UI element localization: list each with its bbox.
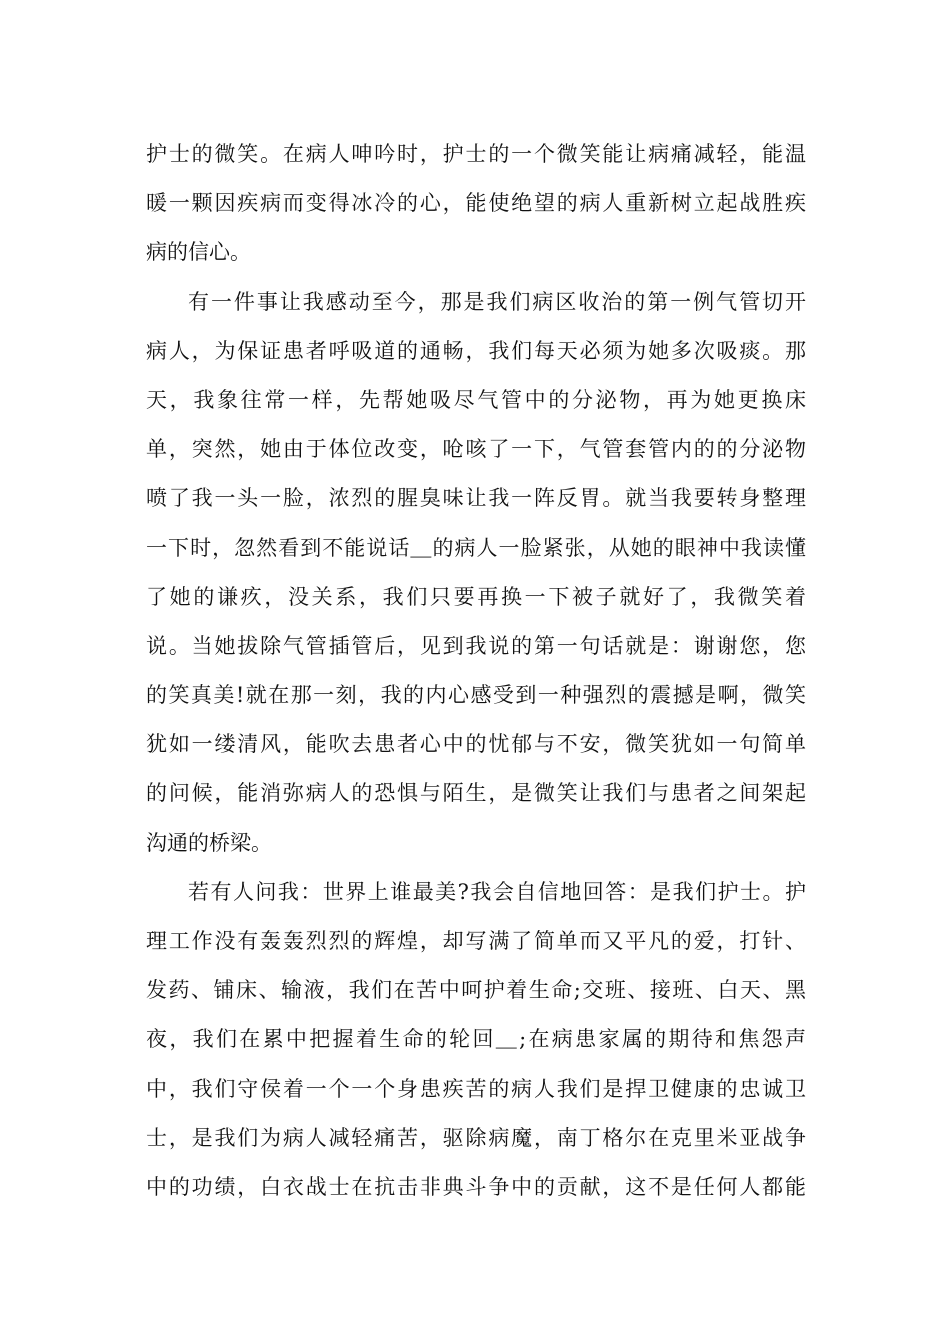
paragraph-line: 犹如一缕清风，能吹去患者心中的忧郁与不安，微笑犹如一句简单 — [146, 732, 806, 757]
paragraph-line: 理工作没有轰轰烈烈的辉煌，却写满了简单而又平凡的爱，打针、 — [146, 929, 806, 953]
paragraph-line: 有一件事让我感动至今，那是我们病区收治的第一例气管切开 — [188, 289, 806, 314]
paragraph-line: 中的功绩，白衣战士在抗击非典斗争中的贡献，这不是任何人都能 — [146, 1174, 806, 1199]
paragraph-line: 护士的微笑。在病人呻吟时，护士的一个微笑能让病痛减轻，能温 — [146, 142, 806, 166]
paragraph-line: 的笑真美!就在那一刻，我的内心感受到一种强烈的震撼是啊，微笑 — [146, 683, 806, 708]
paragraph-line: 夜，我们在累中把握着生命的轮回＿;在病患家属的期待和焦怨声 — [146, 1027, 806, 1052]
paragraph-line: 中，我们守侯着一个一个身患疾苦的病人我们是捍卫健康的忠诚卫 — [146, 1076, 806, 1101]
paragraph-line: 的问候，能消弥病人的恐惧与陌生，是微笑让我们与患者之间架起 — [146, 781, 806, 806]
paragraph-line: 沟通的桥梁。 — [146, 830, 272, 855]
paragraph-line: 喷了我一头一脸，浓烈的腥臭味让我一阵反胃。就当我要转身整理 — [146, 486, 806, 511]
paragraph-line: 病人，为保证患者呼吸道的通畅，我们每天必须为她多次吸痰。那 — [146, 338, 806, 363]
paragraph-line: 士，是我们为病人减轻痛苦，驱除病魔，南丁格尔在克里米亚战争 — [146, 1125, 806, 1150]
paragraph-line: 说。当她拔除气管插管后，见到我说的第一句话就是：谢谢您，您 — [146, 633, 806, 658]
document-body — [146, 130, 806, 1212]
paragraph-line: 暖一颗因疾病而变得冰冷的心，能使绝望的病人重新树立起战胜疾 — [146, 191, 806, 216]
paragraph-line: 一下时，忽然看到不能说话＿的病人一脸紧张，从她的眼神中我读懂 — [146, 535, 806, 560]
paragraph-line: 病的信心。 — [146, 240, 251, 265]
paragraph-line: 若有人问我：世界上谁最美?我会自信地回答：是我们护士。护 — [188, 879, 806, 904]
paragraph-line: 单，突然，她由于体位改变，呛咳了一下，气管套管内的的分泌物 — [146, 437, 806, 462]
paragraph-line: 了她的谦疚，没关系，我们只要再换一下被子就好了，我微笑着 — [146, 584, 806, 609]
paragraph-line: 发药、铺床、输液，我们在苦中呵护着生命;交班、接班、白天、黑 — [146, 978, 806, 1003]
paragraph-line: 天，我象往常一样，先帮她吸尽气管中的分泌物，再为她更换床 — [146, 387, 806, 412]
